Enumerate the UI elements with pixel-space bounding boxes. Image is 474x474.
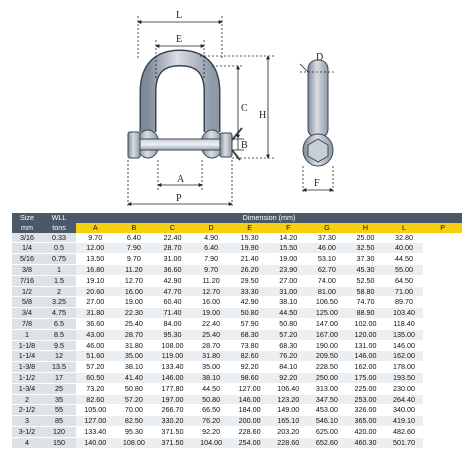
dimension-letter-header: G	[308, 223, 347, 233]
dimension-cell: 38.10	[192, 372, 231, 383]
dimension-header: Dimension (mm)	[76, 213, 462, 223]
dimension-cell: 19.10	[76, 275, 115, 286]
dimension-cell: 37.30	[346, 254, 385, 265]
table-row	[12, 426, 462, 437]
dimension-cell: 104.00	[192, 437, 231, 448]
dimension-cell: 31.80	[115, 340, 154, 351]
table-row	[12, 318, 462, 329]
dimension-cell: 253.00	[346, 394, 385, 405]
dimension-cell: 58.80	[346, 286, 385, 297]
size-unit-header: mm	[12, 223, 42, 233]
wll-cell: 150	[42, 437, 76, 448]
dimension-cell: 190.00	[308, 340, 347, 351]
shackle-dimension-table	[12, 213, 462, 449]
wll-cell: 25	[42, 383, 76, 394]
dimension-cell: 419.10	[385, 416, 424, 427]
dim-label-E: E	[176, 34, 183, 45]
dimension-cell: 102.00	[346, 318, 385, 329]
size-cell: 1-3/4	[12, 383, 42, 394]
table-row	[12, 329, 462, 340]
dimension-cell: 7.90	[115, 243, 154, 254]
dimension-cell: 22.30	[115, 308, 154, 319]
dimension-cell: 71.40	[153, 308, 192, 319]
dimension-cell: 13.50	[76, 254, 115, 265]
dimension-cell: 20.60	[76, 286, 115, 297]
dimension-cell: 123.20	[269, 394, 308, 405]
dimension-letter-header: D	[192, 223, 231, 233]
dimension-cell: 11.20	[192, 275, 231, 286]
table-row	[12, 275, 462, 286]
dimension-cell: 4.90	[192, 233, 231, 243]
dimension-cell: 82.60	[76, 394, 115, 405]
dimension-cell: 6.40	[192, 243, 231, 254]
dimension-cell: 32.50	[346, 243, 385, 254]
dimension-cell: 140.00	[76, 437, 115, 448]
table-row	[12, 405, 462, 416]
table-row	[12, 286, 462, 297]
dimension-cell: 76.20	[269, 351, 308, 362]
dimension-cell: 50.80	[115, 383, 154, 394]
dimension-cell: 41.40	[115, 372, 154, 383]
dimension-cell: 60.40	[153, 297, 192, 308]
dimension-cell: 12.70	[192, 286, 231, 297]
dimension-cell: 482.60	[385, 426, 424, 437]
dimension-cell: 103.40	[385, 308, 424, 319]
wll-cell: 1	[42, 264, 76, 275]
dimension-cell: 57.20	[115, 394, 154, 405]
dimension-cell: 105.00	[76, 405, 115, 416]
dimension-cell: 92.20	[269, 372, 308, 383]
table-row	[12, 308, 462, 319]
dimension-cell: 19.90	[230, 243, 269, 254]
dimension-cell: 200.00	[230, 416, 269, 427]
dim-label-P: P	[176, 193, 182, 204]
table-row	[12, 394, 462, 405]
dimension-cell: 70.00	[115, 405, 154, 416]
dimension-cell: 108.00	[115, 437, 154, 448]
size-cell: 1-1/8	[12, 340, 42, 351]
dimension-cell: 33.30	[230, 286, 269, 297]
dimension-letter-header: C	[153, 223, 192, 233]
table-row	[12, 351, 462, 362]
dimension-cell: 167.00	[308, 329, 347, 340]
dimension-cell: 95.30	[115, 426, 154, 437]
size-cell: 1/4	[12, 243, 42, 254]
dimension-cell: 74.70	[346, 297, 385, 308]
dimension-cell: 225.00	[346, 383, 385, 394]
size-cell: 5/8	[12, 297, 42, 308]
wll-cell: 0.75	[42, 254, 76, 265]
dimension-letter-header: F	[269, 223, 308, 233]
dimension-cell: 38.10	[269, 297, 308, 308]
size-cell: 3	[12, 416, 42, 427]
dimension-cell: 89.70	[385, 297, 424, 308]
dimension-cell: 84.10	[269, 362, 308, 373]
dimension-cell: 546.10	[308, 416, 347, 427]
dimension-letter-header: A	[76, 223, 115, 233]
wll-cell: 4.75	[42, 308, 76, 319]
dimension-cell: 62.70	[308, 264, 347, 275]
size-cell: 1	[12, 329, 42, 340]
dimension-cell: 29.50	[230, 275, 269, 286]
dimension-cell: 146.00	[385, 340, 424, 351]
dimension-cell: 9.70	[76, 233, 115, 243]
wll-cell: 85	[42, 416, 76, 427]
size-cell: 3/16	[12, 233, 42, 243]
dimension-cell: 22.40	[192, 318, 231, 329]
dimension-cell: 32.80	[385, 233, 424, 243]
wll-cell: 2	[42, 286, 76, 297]
dimension-cell: 135.00	[385, 329, 424, 340]
dimension-cell: 57.20	[76, 362, 115, 373]
dimension-cell: 36.60	[76, 318, 115, 329]
dimension-letter-header: H	[346, 223, 385, 233]
dimension-cell: 46.00	[76, 340, 115, 351]
dimension-cell: 46.00	[308, 243, 347, 254]
dimension-cell: 127.00	[76, 416, 115, 427]
dimension-cell: 264.40	[385, 394, 424, 405]
dimension-cell: 178.00	[385, 362, 424, 373]
dimension-cell: 73.20	[76, 383, 115, 394]
dimension-cell: 175.00	[346, 372, 385, 383]
dimension-cell: 73.80	[230, 340, 269, 351]
dimension-cell: 66.50	[192, 405, 231, 416]
dimension-cell: 118.40	[385, 318, 424, 329]
dimension-cell: 64.50	[385, 275, 424, 286]
dimension-cell: 177.80	[153, 383, 192, 394]
dimension-cell: 330.20	[153, 416, 192, 427]
dimension-cell: 22.40	[153, 233, 192, 243]
dimension-cell: 19.00	[269, 254, 308, 265]
dimension-cell: 35.00	[192, 362, 231, 373]
dimension-cell: 21.40	[230, 254, 269, 265]
wll-unit-header: tons	[42, 223, 76, 233]
wll-cell: 6.5	[42, 318, 76, 329]
dim-label-D: D	[316, 52, 324, 63]
dimension-cell: 209.50	[308, 351, 347, 362]
dimension-cell: 326.00	[346, 405, 385, 416]
dimension-cell: 12.00	[76, 243, 115, 254]
dimension-cell: 625.00	[308, 426, 347, 437]
dimension-cell: 228.60	[230, 426, 269, 437]
table-row	[12, 362, 462, 373]
dimension-cell: 74.00	[308, 275, 347, 286]
size-cell: 4	[12, 437, 42, 448]
shackle-side-view	[300, 60, 336, 194]
size-cell: 3/8	[12, 264, 42, 275]
table-row	[12, 233, 462, 243]
dimension-cell: 162.00	[385, 351, 424, 362]
dimension-cell: 228.60	[269, 437, 308, 448]
dim-label-A: A	[177, 174, 185, 185]
dimension-cell: 51.60	[76, 351, 115, 362]
dimension-cell: 420.00	[346, 426, 385, 437]
dimension-cell: 60.50	[76, 372, 115, 383]
table-row	[12, 383, 462, 394]
dimension-cell: 146.00	[153, 372, 192, 383]
dimension-cell: 228.50	[308, 362, 347, 373]
dimension-cell: 57.20	[269, 329, 308, 340]
dimension-cell: 120.00	[346, 329, 385, 340]
dimension-cell: 14.20	[269, 233, 308, 243]
dimension-cell: 460.30	[346, 437, 385, 448]
dimension-cell: 165.10	[269, 416, 308, 427]
dimension-cell: 42.90	[230, 297, 269, 308]
size-cell: 1-1/4	[12, 351, 42, 362]
wll-cell: 120	[42, 426, 76, 437]
dimension-cell: 347.50	[308, 394, 347, 405]
table-row	[12, 297, 462, 308]
wll-header: WLL	[42, 213, 76, 223]
dimension-cell: 44.50	[385, 254, 424, 265]
dimension-cell: 250.00	[308, 372, 347, 383]
size-cell: 1-3/8	[12, 362, 42, 373]
dimension-cell: 27.00	[269, 275, 308, 286]
dimension-cell: 38.10	[115, 362, 154, 373]
wll-cell: 0.33	[42, 233, 76, 243]
size-cell: 7/8	[12, 318, 42, 329]
table-row	[12, 372, 462, 383]
dimension-cell: 19.00	[192, 308, 231, 319]
dimension-cell: 133.40	[76, 426, 115, 437]
dimension-cell: 149.00	[269, 405, 308, 416]
dimension-cell: 50.80	[269, 318, 308, 329]
dimension-cell: 28.70	[153, 243, 192, 254]
dimension-cell: 19.00	[115, 297, 154, 308]
dimension-cell: 9.70	[115, 254, 154, 265]
dimension-cell: 47.70	[153, 286, 192, 297]
size-cell: 2-1/2	[12, 405, 42, 416]
dimension-cell: 28.70	[192, 340, 231, 351]
wll-cell: 1.5	[42, 275, 76, 286]
dimension-letter-header: E	[230, 223, 269, 233]
dimension-cell: 81.00	[308, 286, 347, 297]
dimension-cell: 106.50	[308, 297, 347, 308]
wll-cell: 13.5	[42, 362, 76, 373]
dimension-cell: 44.50	[269, 308, 308, 319]
dimension-cell: 127.00	[230, 383, 269, 394]
table-row	[12, 437, 462, 448]
size-cell: 2	[12, 394, 42, 405]
dimension-cell: 146.00	[346, 351, 385, 362]
dimension-cell: 25.40	[115, 318, 154, 329]
dimension-cell: 27.00	[76, 297, 115, 308]
dimension-cell: 84.00	[153, 318, 192, 329]
dimension-cell: 92.20	[230, 362, 269, 373]
dimension-cell: 52.50	[346, 275, 385, 286]
dimension-cell: 15.30	[230, 233, 269, 243]
dimension-cell: 53.10	[308, 254, 347, 265]
dimension-cell: 193.50	[385, 372, 424, 383]
dimension-cell: 230.00	[385, 383, 424, 394]
dimension-cell: 133.40	[153, 362, 192, 373]
dimension-cell: 28.70	[115, 329, 154, 340]
dimension-cell: 36.60	[153, 264, 192, 275]
wll-cell: 9.5	[42, 340, 76, 351]
wll-cell: 12	[42, 351, 76, 362]
dimension-cell: 55.00	[385, 264, 424, 275]
dimension-cell: 82.60	[230, 351, 269, 362]
dimension-cell: 98.60	[230, 372, 269, 383]
dimension-cell: 147.00	[308, 318, 347, 329]
dimension-cell: 95.30	[153, 329, 192, 340]
dimension-cell: 16.00	[192, 297, 231, 308]
dimension-cell: 371.50	[153, 437, 192, 448]
size-cell: 3-1/2	[12, 426, 42, 437]
dimension-cell: 162.00	[346, 362, 385, 373]
dimension-cell: 45.30	[346, 264, 385, 275]
size-cell: 5/16	[12, 254, 42, 265]
dim-label-F: F	[314, 178, 320, 189]
shackle-front-view	[128, 58, 242, 160]
dimension-cell: 119.00	[153, 351, 192, 362]
dimension-cell: 16.80	[76, 264, 115, 275]
size-cell: 7/16	[12, 275, 42, 286]
dimension-cell: 43.00	[76, 329, 115, 340]
dimension-cell: 125.00	[308, 308, 347, 319]
dimension-cell: 197.00	[153, 394, 192, 405]
dimension-cell: 652.60	[308, 437, 347, 448]
dimension-cell: 31.80	[192, 351, 231, 362]
dimension-cell: 371.50	[153, 426, 192, 437]
dimension-cell: 40.00	[385, 243, 424, 254]
dimension-letter-header: L	[385, 223, 424, 233]
dimension-cell: 16.00	[115, 286, 154, 297]
dimension-cell: 76.20	[192, 416, 231, 427]
dimension-letter-header: P	[423, 223, 462, 233]
dimension-cell: 44.50	[192, 383, 231, 394]
dimension-cell: 11.20	[115, 264, 154, 275]
dimension-cell: 365.00	[346, 416, 385, 427]
dimension-cell: 71.00	[385, 286, 424, 297]
dimension-letter-header: B	[115, 223, 154, 233]
dimension-cell: 68.30	[269, 340, 308, 351]
dimension-cell: 82.50	[115, 416, 154, 427]
dimension-cell: 266.70	[153, 405, 192, 416]
dimension-cell: 254.00	[230, 437, 269, 448]
dimension-cell: 23.90	[269, 264, 308, 275]
dimension-cell: 50.80	[230, 308, 269, 319]
wll-cell: 35	[42, 394, 76, 405]
dimension-cell: 31.00	[153, 254, 192, 265]
size-cell: 3/4	[12, 308, 42, 319]
table-row	[12, 254, 462, 265]
dimension-cell: 184.00	[230, 405, 269, 416]
shackle-drawing	[0, 0, 474, 212]
dimension-cell: 88.90	[346, 308, 385, 319]
dimension-cell: 57.90	[230, 318, 269, 329]
wll-cell: 8.5	[42, 329, 76, 340]
dimension-cell: 25.40	[192, 329, 231, 340]
table-row	[12, 340, 462, 351]
size-cell: 1/2	[12, 286, 42, 297]
table-row	[12, 264, 462, 275]
wll-cell: 0.5	[42, 243, 76, 254]
dimension-cell: 203.20	[269, 426, 308, 437]
dimension-cell: 9.70	[192, 264, 231, 275]
dimension-cell: 42.90	[153, 275, 192, 286]
dimension-cell: 453.00	[308, 405, 347, 416]
dimension-cell: 31.80	[76, 308, 115, 319]
dimension-cell: 31.00	[269, 286, 308, 297]
dim-label-H: H	[259, 110, 267, 121]
table-row	[12, 416, 462, 427]
dimension-cell: 35.00	[115, 351, 154, 362]
dim-label-C: C	[241, 103, 248, 114]
wll-cell: 3.25	[42, 297, 76, 308]
dimension-cell: 92.20	[192, 426, 231, 437]
dimension-cell: 68.30	[230, 329, 269, 340]
dim-label-L: L	[176, 10, 183, 21]
dimension-cell: 50.80	[192, 394, 231, 405]
size-header: Size	[12, 213, 42, 223]
dimension-cell: 37.30	[308, 233, 347, 243]
dimension-cell: 106.40	[269, 383, 308, 394]
dimension-cell: 12.70	[115, 275, 154, 286]
dimension-cell: 7.90	[192, 254, 231, 265]
dimension-cell: 26.20	[230, 264, 269, 275]
dimension-cell: 15.50	[269, 243, 308, 254]
dimension-cell: 25.00	[346, 233, 385, 243]
dimension-cell: 6.40	[115, 233, 154, 243]
dimension-cell: 131.00	[346, 340, 385, 351]
size-cell: 1-1/2	[12, 372, 42, 383]
wll-cell: 55	[42, 405, 76, 416]
dimension-cell: 146.00	[230, 394, 269, 405]
wll-cell: 17	[42, 372, 76, 383]
dimension-cell: 108.00	[153, 340, 192, 351]
dim-label-B: B	[241, 140, 248, 151]
dimension-cell: 501.70	[385, 437, 424, 448]
dimension-cell: 340.00	[385, 405, 424, 416]
table-row	[12, 243, 462, 254]
dimension-cell: 313.00	[308, 383, 347, 394]
